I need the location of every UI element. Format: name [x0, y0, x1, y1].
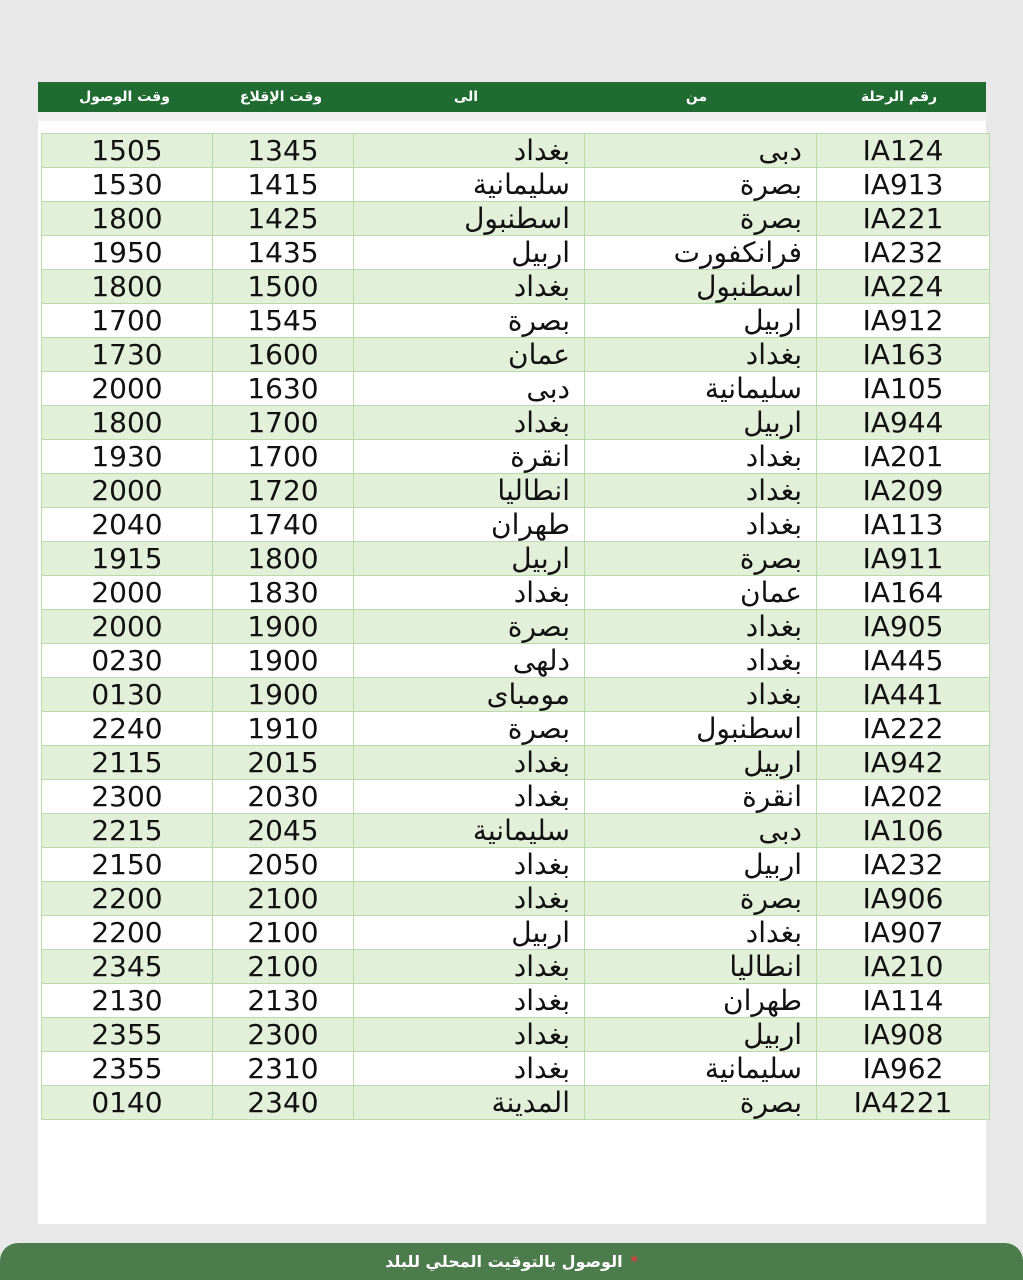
- cell-destination: انطاليا: [354, 474, 585, 508]
- cell-departure-time: 2045: [213, 814, 354, 848]
- cell-arrival-time: 2000: [42, 610, 213, 644]
- cell-origin: فرانكفورت: [585, 236, 817, 270]
- table-row: [42, 950, 990, 984]
- cell-arrival-time: 2200: [42, 882, 213, 916]
- table-row: [42, 474, 990, 508]
- cell-arrival-time: 2130: [42, 984, 213, 1018]
- cell-destination: عمان: [354, 338, 585, 372]
- table-row: [42, 338, 990, 372]
- cell-flight-number: IA912: [817, 304, 990, 338]
- cell-origin: بغداد: [585, 338, 817, 372]
- cell-departure-time: 1435: [213, 236, 354, 270]
- cell-flight-number: IA210: [817, 950, 990, 984]
- cell-flight-number: IA942: [817, 746, 990, 780]
- table-row: [42, 542, 990, 576]
- cell-arrival-time: 1800: [42, 270, 213, 304]
- cell-flight-number: IA962: [817, 1052, 990, 1086]
- cell-arrival-time: 1700: [42, 304, 213, 338]
- table-row: [42, 814, 990, 848]
- cell-departure-time: 2130: [213, 984, 354, 1018]
- table-row: [42, 576, 990, 610]
- cell-destination: بغداد: [354, 950, 585, 984]
- header-arrival: وقت الوصول: [79, 89, 170, 105]
- cell-departure-time: 1800: [213, 542, 354, 576]
- cell-arrival-time: 0130: [42, 678, 213, 712]
- cell-origin: بغداد: [585, 474, 817, 508]
- cell-departure-time: 1500: [213, 270, 354, 304]
- cell-departure-time: 2015: [213, 746, 354, 780]
- table-row: [42, 508, 990, 542]
- cell-arrival-time: 2000: [42, 474, 213, 508]
- cell-arrival-time: 1915: [42, 542, 213, 576]
- cell-destination: انقرة: [354, 440, 585, 474]
- cell-arrival-time: 2000: [42, 372, 213, 406]
- header-from: من: [685, 89, 708, 105]
- cell-departure-time: 2300: [213, 1018, 354, 1052]
- table-row: [42, 202, 990, 236]
- cell-destination: اربيل: [354, 542, 585, 576]
- cell-destination: اسطنبول: [354, 202, 585, 236]
- cell-origin: بغداد: [585, 610, 817, 644]
- cell-flight-number: IA441: [817, 678, 990, 712]
- table-row: [42, 440, 990, 474]
- cell-departure-time: 1900: [213, 610, 354, 644]
- cell-destination: بغداد: [354, 780, 585, 814]
- schedule-sheet: [38, 82, 986, 1224]
- table-header: [38, 82, 986, 112]
- cell-arrival-time: 1800: [42, 202, 213, 236]
- table-row: [42, 984, 990, 1018]
- cell-flight-number: IA201: [817, 440, 990, 474]
- cell-destination: بغداد: [354, 848, 585, 882]
- cell-origin: اسطنبول: [585, 712, 817, 746]
- cell-departure-time: 2100: [213, 882, 354, 916]
- cell-origin: بصرة: [585, 882, 817, 916]
- header-to: الى: [453, 89, 479, 105]
- cell-arrival-time: 1950: [42, 236, 213, 270]
- cell-flight-number: IA105: [817, 372, 990, 406]
- table-row: [42, 406, 990, 440]
- cell-departure-time: 1700: [213, 440, 354, 474]
- table-row: [42, 1018, 990, 1052]
- cell-destination: بغداد: [354, 1018, 585, 1052]
- cell-flight-number: IA232: [817, 848, 990, 882]
- table-row: [42, 168, 990, 202]
- cell-departure-time: 2100: [213, 950, 354, 984]
- cell-arrival-time: 2355: [42, 1018, 213, 1052]
- cell-arrival-time: 0140: [42, 1086, 213, 1120]
- cell-destination: بصرة: [354, 304, 585, 338]
- cell-flight-number: IA202: [817, 780, 990, 814]
- table-row: [42, 916, 990, 950]
- cell-arrival-time: 2355: [42, 1052, 213, 1086]
- cell-arrival-time: 1930: [42, 440, 213, 474]
- cell-origin: انطاليا: [585, 950, 817, 984]
- cell-origin: عمان: [585, 576, 817, 610]
- cell-arrival-time: 1800: [42, 406, 213, 440]
- cell-origin: بغداد: [585, 644, 817, 678]
- cell-departure-time: 2340: [213, 1086, 354, 1120]
- cell-arrival-time: 2215: [42, 814, 213, 848]
- cell-departure-time: 2030: [213, 780, 354, 814]
- cell-origin: سليمانية: [585, 1052, 817, 1086]
- cell-destination: بغداد: [354, 270, 585, 304]
- cell-departure-time: 1545: [213, 304, 354, 338]
- cell-origin: بصرة: [585, 202, 817, 236]
- cell-destination: بغداد: [354, 1052, 585, 1086]
- cell-flight-number: IA106: [817, 814, 990, 848]
- cell-origin: بصرة: [585, 542, 817, 576]
- cell-departure-time: 1740: [213, 508, 354, 542]
- cell-destination: بغداد: [354, 984, 585, 1018]
- table-row: [42, 1052, 990, 1086]
- cell-origin: بغداد: [585, 508, 817, 542]
- table-row: [42, 746, 990, 780]
- cell-flight-number: IA913: [817, 168, 990, 202]
- cell-flight-number: IA114: [817, 984, 990, 1018]
- cell-flight-number: IA113: [817, 508, 990, 542]
- cell-arrival-time: 2040: [42, 508, 213, 542]
- cell-arrival-time: 1730: [42, 338, 213, 372]
- cell-flight-number: IA124: [817, 134, 990, 168]
- cell-destination: سليمانية: [354, 168, 585, 202]
- cell-origin: بغداد: [585, 678, 817, 712]
- cell-flight-number: IA163: [817, 338, 990, 372]
- table-row: [42, 712, 990, 746]
- cell-arrival-time: 2345: [42, 950, 213, 984]
- cell-destination: بصرة: [354, 610, 585, 644]
- table-row: [42, 882, 990, 916]
- cell-destination: المدينة: [354, 1086, 585, 1120]
- footer-bar: [0, 1243, 1023, 1280]
- cell-origin: اربيل: [585, 304, 817, 338]
- cell-flight-number: IA222: [817, 712, 990, 746]
- cell-origin: اربيل: [585, 746, 817, 780]
- cell-origin: اربيل: [585, 1018, 817, 1052]
- table-row: [42, 270, 990, 304]
- cell-origin: اسطنبول: [585, 270, 817, 304]
- cell-departure-time: 1830: [213, 576, 354, 610]
- cell-flight-number: IA908: [817, 1018, 990, 1052]
- cell-origin: طهران: [585, 984, 817, 1018]
- cell-departure-time: 2050: [213, 848, 354, 882]
- cell-arrival-time: 1530: [42, 168, 213, 202]
- cell-origin: سليمانية: [585, 372, 817, 406]
- header-flight-number: رقم الرحلة: [860, 89, 938, 105]
- table-row: [42, 644, 990, 678]
- cell-destination: دلهى: [354, 644, 585, 678]
- cell-flight-number: IA445: [817, 644, 990, 678]
- cell-origin: بصرة: [585, 1086, 817, 1120]
- cell-origin: دبى: [585, 134, 817, 168]
- cell-destination: بغداد: [354, 882, 585, 916]
- cell-arrival-time: 2115: [42, 746, 213, 780]
- cell-arrival-time: 0230: [42, 644, 213, 678]
- cell-arrival-time: 2240: [42, 712, 213, 746]
- cell-origin: اربيل: [585, 848, 817, 882]
- cell-destination: طهران: [354, 508, 585, 542]
- cell-departure-time: 2310: [213, 1052, 354, 1086]
- cell-arrival-time: 2150: [42, 848, 213, 882]
- cell-origin: بغداد: [585, 916, 817, 950]
- cell-arrival-time: 2200: [42, 916, 213, 950]
- cell-departure-time: 1425: [213, 202, 354, 236]
- table-row: [42, 372, 990, 406]
- cell-flight-number: IA232: [817, 236, 990, 270]
- cell-departure-time: 1900: [213, 644, 354, 678]
- cell-origin: دبى: [585, 814, 817, 848]
- cell-departure-time: 2100: [213, 916, 354, 950]
- table-row: [42, 236, 990, 270]
- cell-departure-time: 1600: [213, 338, 354, 372]
- cell-destination: بغداد: [354, 746, 585, 780]
- cell-flight-number: IA164: [817, 576, 990, 610]
- cell-destination: بصرة: [354, 712, 585, 746]
- table-row: [42, 780, 990, 814]
- cell-departure-time: 1720: [213, 474, 354, 508]
- cell-flight-number: IA209: [817, 474, 990, 508]
- cell-origin: اربيل: [585, 406, 817, 440]
- cell-flight-number: IA905: [817, 610, 990, 644]
- cell-destination: اربيل: [354, 236, 585, 270]
- cell-departure-time: 1415: [213, 168, 354, 202]
- cell-departure-time: 1910: [213, 712, 354, 746]
- table-row: [42, 678, 990, 712]
- cell-arrival-time: 2000: [42, 576, 213, 610]
- header-departure: وقت الإقلاع: [239, 89, 323, 105]
- cell-origin: بغداد: [585, 440, 817, 474]
- cell-destination: دبى: [354, 372, 585, 406]
- cell-destination: مومباى: [354, 678, 585, 712]
- table-row: [42, 134, 990, 168]
- cell-departure-time: 1900: [213, 678, 354, 712]
- cell-destination: بغداد: [354, 134, 585, 168]
- cell-destination: سليمانية: [354, 814, 585, 848]
- cell-departure-time: 1630: [213, 372, 354, 406]
- flight-schedule-table: [41, 133, 990, 1120]
- table-row: [42, 1086, 990, 1120]
- cell-departure-time: 1345: [213, 134, 354, 168]
- cell-flight-number: IA221: [817, 202, 990, 236]
- table-row: [42, 304, 990, 338]
- cell-destination: بغداد: [354, 576, 585, 610]
- table-row: [42, 848, 990, 882]
- cell-flight-number: IA224: [817, 270, 990, 304]
- footnote-marker: *: [630, 1253, 638, 1270]
- cell-flight-number: IA907: [817, 916, 990, 950]
- cell-destination: بغداد: [354, 406, 585, 440]
- footnote-text: الوصول بالتوقيت المحلي للبلد: [385, 1252, 623, 1271]
- table-row: [42, 610, 990, 644]
- cell-arrival-time: 1505: [42, 134, 213, 168]
- header-divider: [38, 112, 986, 121]
- cell-origin: بصرة: [585, 168, 817, 202]
- cell-origin: انقرة: [585, 780, 817, 814]
- cell-flight-number: IA911: [817, 542, 990, 576]
- cell-destination: اربيل: [354, 916, 585, 950]
- cell-departure-time: 1700: [213, 406, 354, 440]
- cell-flight-number: IA4221: [817, 1086, 990, 1120]
- cell-flight-number: IA944: [817, 406, 990, 440]
- cell-flight-number: IA906: [817, 882, 990, 916]
- cell-arrival-time: 2300: [42, 780, 213, 814]
